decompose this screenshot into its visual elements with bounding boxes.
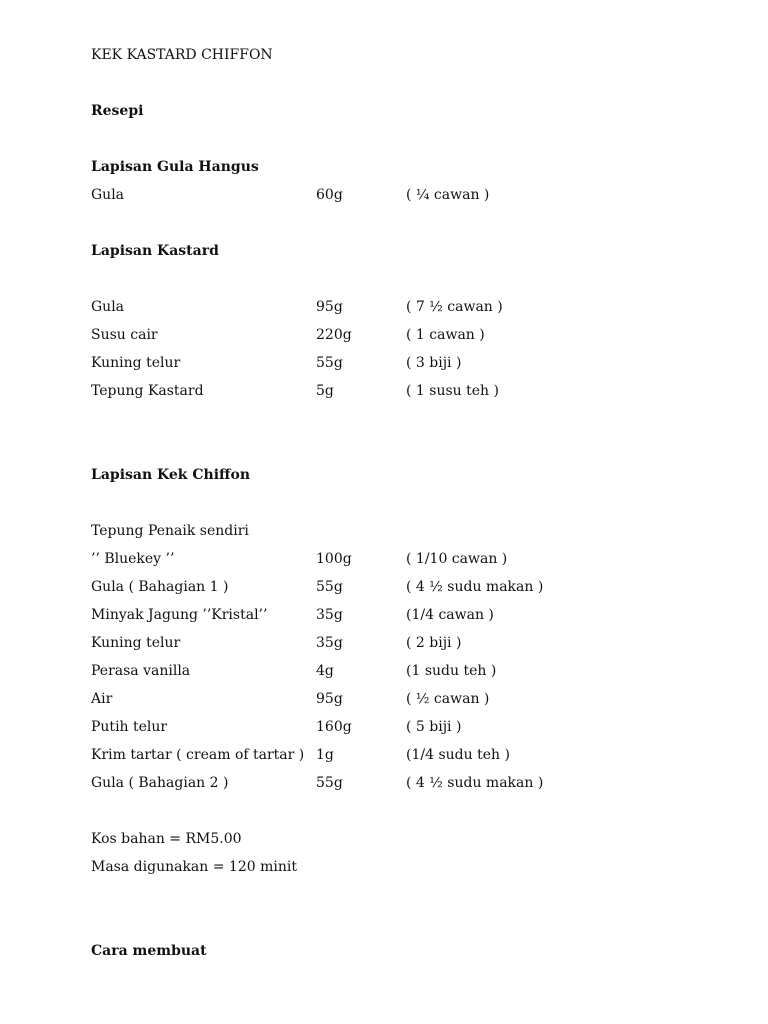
section-heading-gula-hangus: Lapisan Gula Hangus [91,159,259,175]
ingredient-measure: ( 1 cawan ) [406,327,485,343]
ingredient-amount: 35g [316,607,343,623]
ingredient-amount: 55g [316,775,343,791]
ingredient-measure: ( 2 biji ) [406,635,462,651]
ingredient-row [0,689,768,709]
ingredient-name: Gula ( Bahagian 2 ) [91,775,229,791]
ingredient-measure: ( ¼ cawan ) [406,187,490,203]
ingredient-amount: 60g [316,187,343,203]
section-heading-kastard: Lapisan Kastard [91,243,219,259]
ingredient-row [0,577,768,597]
ingredient-amount: 35g [316,635,343,651]
ingredient-row [0,717,768,737]
ingredient-measure: ( 1/10 cawan ) [406,551,508,567]
ingredient-measure: (1 sudu teh ) [406,663,497,679]
ingredient-name: Tepung Kastard [91,383,204,399]
ingredient-measure: ( ½ cawan ) [406,691,490,707]
cost-line: Kos bahan = RM5.00 [91,831,242,847]
ingredient-measure: (1/4 cawan ) [406,607,494,623]
ingredient-name: Gula [91,299,125,315]
heading-resepi: Resepi [91,103,144,119]
ingredient-name: Minyak Jagung ’’Kristal’’ [91,607,268,623]
ingredient-measure: ( 5 biji ) [406,719,462,735]
ingredient-row [0,549,768,569]
ingredient-measure: ( 3 biji ) [406,355,462,371]
ingredient-name: Kuning telur [91,635,181,651]
ingredient-name: ’’ Bluekey ’’ [91,551,175,567]
ingredient-row [0,353,768,373]
ingredient-measure: ( 7 ½ cawan ) [406,299,503,315]
ingredient-amount: 95g [316,691,343,707]
ingredient-measure: ( 4 ½ sudu makan ) [406,579,544,595]
ingredient-amount: 55g [316,355,343,371]
ingredient-row [0,745,768,765]
ingredient-measure: ( 1 susu teh ) [406,383,499,399]
ingredient-name: Kuning telur [91,355,181,371]
ingredient-name: Krim tartar ( cream of tartar ) [91,747,305,763]
ingredient-row [0,605,768,625]
ingredient-amount: 220g [316,327,352,343]
ingredient-amount: 160g [316,719,352,735]
section-heading-kek-chiffon: Lapisan Kek Chiffon [91,467,251,483]
ingredient-name: Gula [91,187,125,203]
ingredient-row [0,773,768,793]
ingredient-row [0,185,768,205]
ingredient-amount: 100g [316,551,352,567]
ingredient-row [0,633,768,653]
ingredient-row [0,661,768,681]
ingredient-amount: 55g [316,579,343,595]
ingredient-amount: 1g [316,747,334,763]
ingredient-name: Putih telur [91,719,168,735]
ingredient-row [0,297,768,317]
ingredient-amount: 95g [316,299,343,315]
ingredient-measure: ( 4 ½ sudu makan ) [406,775,544,791]
time-line: Masa digunakan = 120 minit [91,859,297,875]
heading-cara-membuat: Cara membuat [91,943,207,959]
ingredient-name: Gula ( Bahagian 1 ) [91,579,229,595]
ingredient-row [0,325,768,345]
ingredient-name: Perasa vanilla [91,663,191,679]
ingredient-measure: (1/4 sudu teh ) [406,747,510,763]
ingredient-name: Air [91,691,113,707]
ingredient-amount: 5g [316,383,334,399]
ingredient-note: Tepung Penaik sendiri [91,523,249,539]
ingredient-name: Susu cair [91,327,158,343]
ingredient-amount: 4g [316,663,334,679]
recipe-title: KEK KASTARD CHIFFON [91,47,273,63]
ingredient-row [0,381,768,401]
